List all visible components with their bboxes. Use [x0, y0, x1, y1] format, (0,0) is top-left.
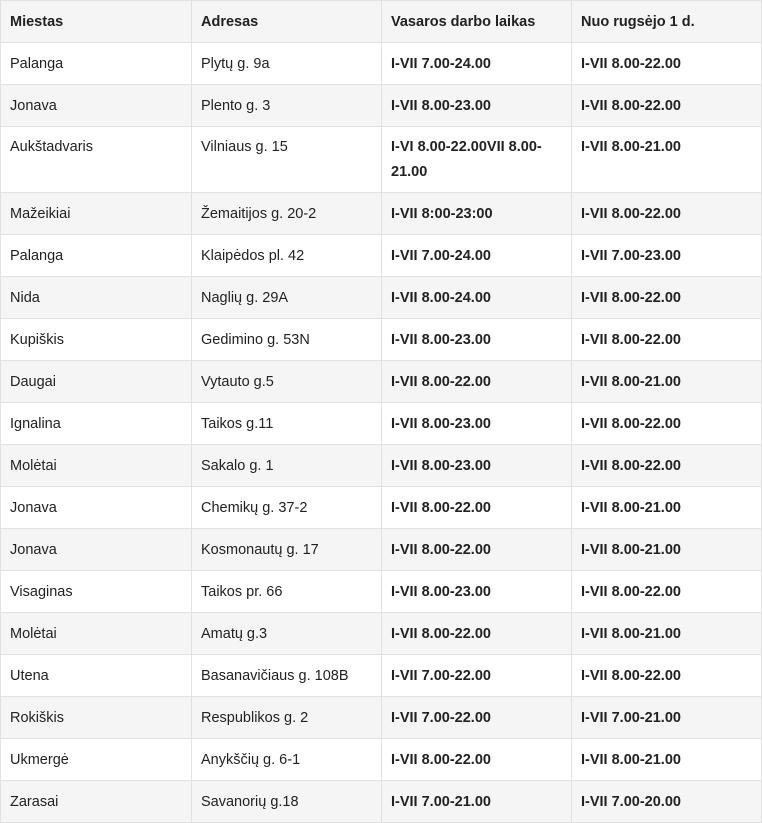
- table-row: [1, 739, 762, 781]
- table-row: [1, 571, 762, 613]
- cell-september-hours: I-VII 8.00-22.00: [572, 193, 762, 235]
- table-row: [1, 277, 762, 319]
- cell-city: Molėtai: [1, 613, 192, 655]
- cell-summer-hours: I-VII 7.00-21.00: [382, 781, 572, 823]
- cell-september-hours: I-VII 8.00-22.00: [572, 43, 762, 85]
- cell-summer-hours: I-VII 8.00-22.00: [382, 487, 572, 529]
- cell-address: Amatų g.3: [192, 613, 382, 655]
- cell-september-hours: I-VII 8.00-22.00: [572, 85, 762, 127]
- table-row: [1, 43, 762, 85]
- cell-september-hours: I-VII 8.00-21.00: [572, 739, 762, 781]
- cell-address: Klaipėdos pl. 42: [192, 235, 382, 277]
- cell-september-hours: I-VII 8.00-22.00: [572, 403, 762, 445]
- cell-city: Jonava: [1, 529, 192, 571]
- cell-city: Mažeikiai: [1, 193, 192, 235]
- table-row: [1, 319, 762, 361]
- cell-september-hours: I-VII 8.00-21.00: [572, 529, 762, 571]
- cell-address: Žemaitijos g. 20-2: [192, 193, 382, 235]
- cell-address: Respublikos g. 2: [192, 697, 382, 739]
- header-summer-hours: Vasaros darbo laikas: [382, 1, 572, 43]
- cell-september-hours: I-VII 8.00-22.00: [572, 319, 762, 361]
- cell-summer-hours: I-VI 8.00-22.00VII 8.00-21.00: [382, 127, 572, 193]
- cell-summer-hours: I-VII 7.00-22.00: [382, 697, 572, 739]
- cell-city: Nida: [1, 277, 192, 319]
- cell-city: Palanga: [1, 235, 192, 277]
- cell-summer-hours: I-VII 8.00-23.00: [382, 571, 572, 613]
- cell-summer-hours: I-VII 8.00-22.00: [382, 613, 572, 655]
- table-row: [1, 697, 762, 739]
- cell-address: Plento g. 3: [192, 85, 382, 127]
- cell-september-hours: I-VII 7.00-23.00: [572, 235, 762, 277]
- cell-summer-hours: I-VII 8.00-24.00: [382, 277, 572, 319]
- cell-summer-hours: I-VII 8.00-23.00: [382, 319, 572, 361]
- cell-summer-hours: I-VII 8.00-23.00: [382, 445, 572, 487]
- table-row: [1, 445, 762, 487]
- cell-summer-hours: I-VII 7.00-24.00: [382, 43, 572, 85]
- header-city: Miestas: [1, 1, 192, 43]
- table-row: [1, 529, 762, 571]
- cell-address: Kosmonautų g. 17: [192, 529, 382, 571]
- cell-city: Molėtai: [1, 445, 192, 487]
- table-row: [1, 781, 762, 823]
- cell-september-hours: I-VII 8.00-21.00: [572, 487, 762, 529]
- cell-city: Palanga: [1, 43, 192, 85]
- table-row: [1, 127, 762, 193]
- table-row: [1, 361, 762, 403]
- cell-september-hours: I-VII 8.00-21.00: [572, 127, 762, 193]
- cell-city: Daugai: [1, 361, 192, 403]
- cell-address: Anykščių g. 6-1: [192, 739, 382, 781]
- table-row: [1, 403, 762, 445]
- cell-city: Ukmergė: [1, 739, 192, 781]
- cell-address: Savanorių g.18: [192, 781, 382, 823]
- table-row: [1, 487, 762, 529]
- cell-summer-hours: I-VII 8.00-22.00: [382, 361, 572, 403]
- cell-summer-hours: I-VII 8.00-23.00: [382, 403, 572, 445]
- cell-city: Visaginas: [1, 571, 192, 613]
- cell-city: Rokiškis: [1, 697, 192, 739]
- cell-city: Jonava: [1, 487, 192, 529]
- table-row: [1, 235, 762, 277]
- table-header: [1, 1, 762, 43]
- table-row: [1, 613, 762, 655]
- cell-address: Plytų g. 9a: [192, 43, 382, 85]
- cell-city: Zarasai: [1, 781, 192, 823]
- cell-city: Jonava: [1, 85, 192, 127]
- cell-september-hours: I-VII 7.00-21.00: [572, 697, 762, 739]
- cell-summer-hours: I-VII 8.00-22.00: [382, 739, 572, 781]
- cell-september-hours: I-VII 8.00-21.00: [572, 613, 762, 655]
- cell-summer-hours: I-VII 7.00-24.00: [382, 235, 572, 277]
- table-row: [1, 85, 762, 127]
- cell-city: Ignalina: [1, 403, 192, 445]
- cell-city: Utena: [1, 655, 192, 697]
- cell-address: Taikos g.11: [192, 403, 382, 445]
- cell-city: Kupiškis: [1, 319, 192, 361]
- cell-september-hours: I-VII 7.00-20.00: [572, 781, 762, 823]
- cell-address: Sakalo g. 1: [192, 445, 382, 487]
- cell-address: Gedimino g. 53N: [192, 319, 382, 361]
- cell-city: Aukštadvaris: [1, 127, 192, 193]
- cell-address: Taikos pr. 66: [192, 571, 382, 613]
- cell-address: Vilniaus g. 15: [192, 127, 382, 193]
- cell-september-hours: I-VII 8.00-22.00: [572, 277, 762, 319]
- header-september-hours: Nuo rugsėjo 1 d.: [572, 1, 762, 43]
- cell-address: Vytauto g.5: [192, 361, 382, 403]
- cell-address: Naglių g. 29A: [192, 277, 382, 319]
- cell-address: Chemikų g. 37-2: [192, 487, 382, 529]
- table-body: [1, 43, 762, 823]
- cell-summer-hours: I-VII 7.00-22.00: [382, 655, 572, 697]
- cell-september-hours: I-VII 8.00-22.00: [572, 655, 762, 697]
- cell-summer-hours: I-VII 8.00-23.00: [382, 85, 572, 127]
- table-row: [1, 655, 762, 697]
- cell-september-hours: I-VII 8.00-22.00: [572, 445, 762, 487]
- cell-summer-hours: I-VII 8.00-22.00: [382, 529, 572, 571]
- cell-september-hours: I-VII 8.00-21.00: [572, 361, 762, 403]
- header-address: Adresas: [192, 1, 382, 43]
- cell-summer-hours: I-VII 8:00-23:00: [382, 193, 572, 235]
- table-row: [1, 193, 762, 235]
- cell-september-hours: I-VII 8.00-22.00: [572, 571, 762, 613]
- header-row: [1, 1, 762, 43]
- cell-address: Basanavičiaus g. 108B: [192, 655, 382, 697]
